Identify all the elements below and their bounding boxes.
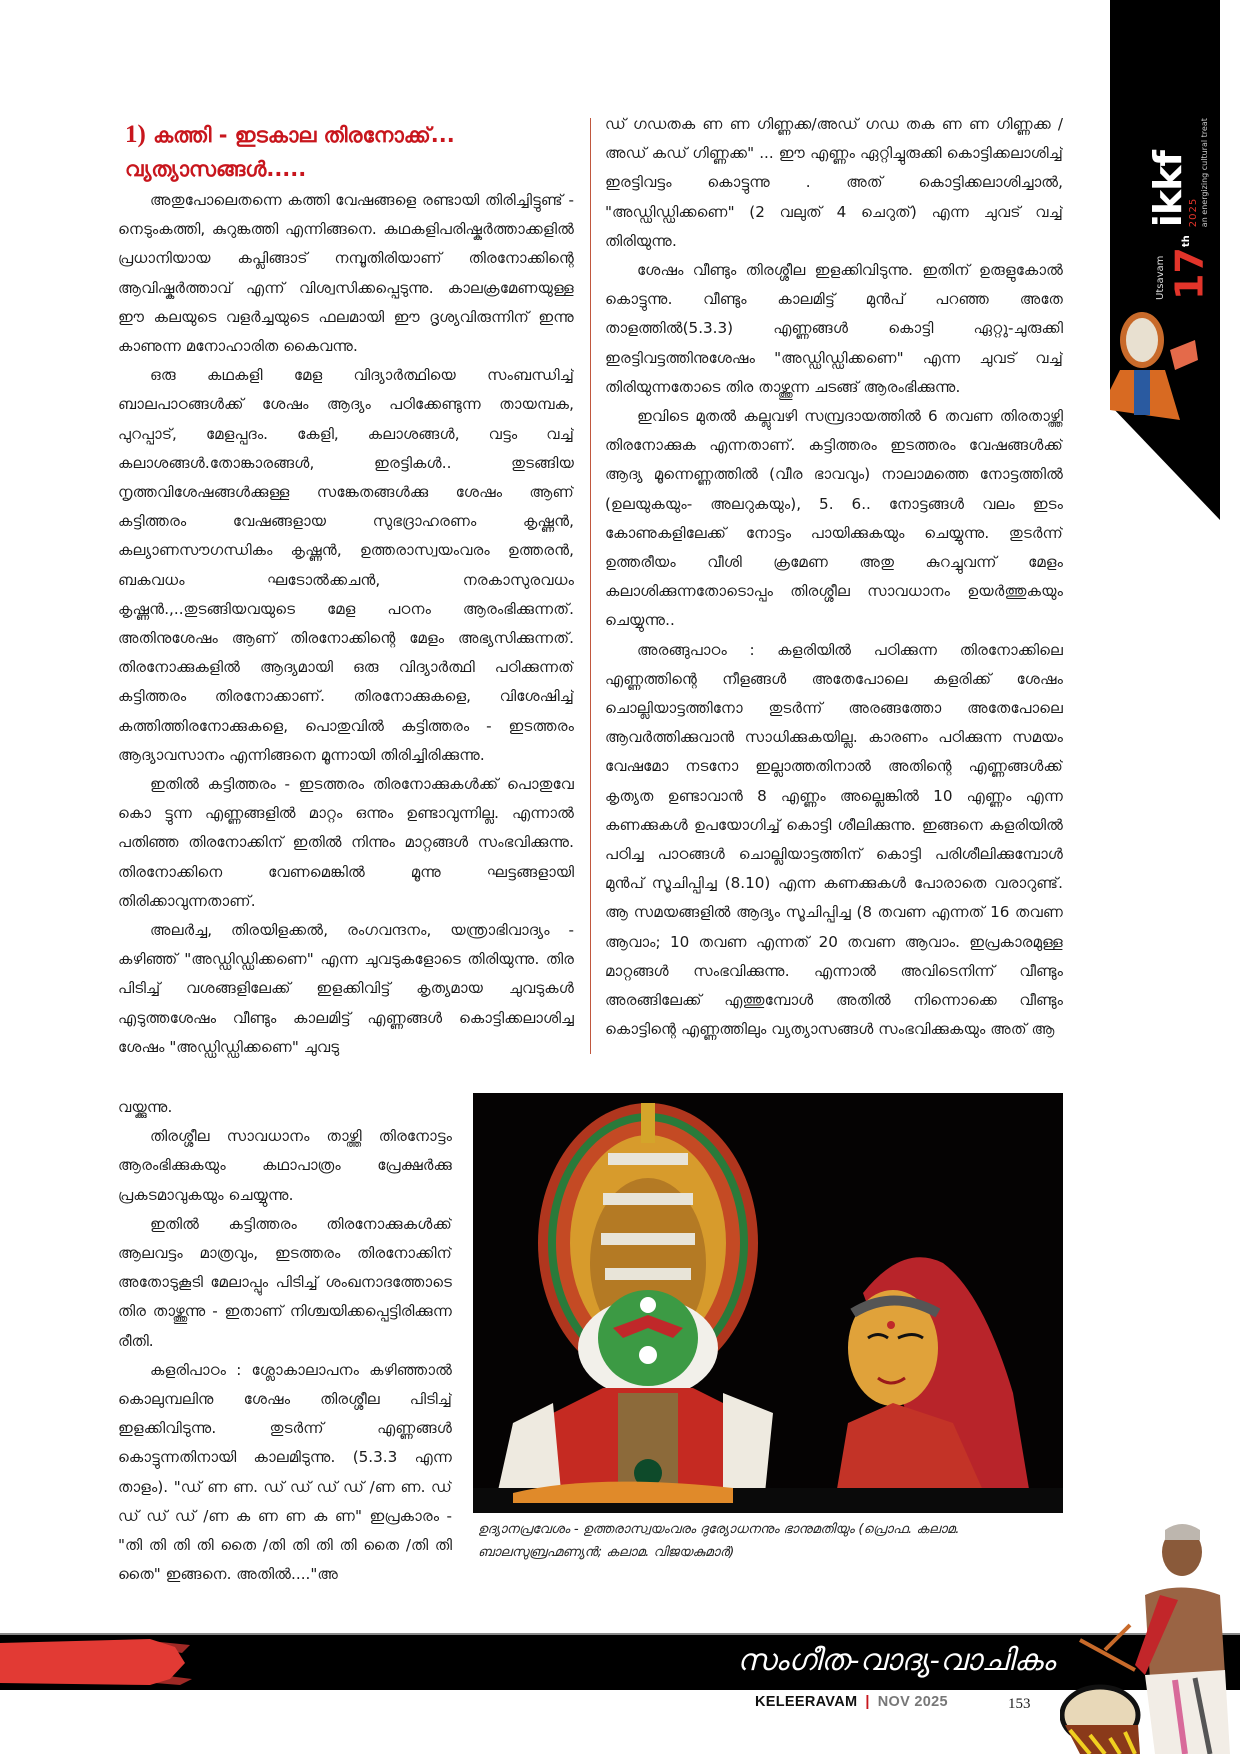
banner-text-strip <box>1120 10 1210 300</box>
drummer-photo <box>1060 1500 1240 1754</box>
page-number: 153 <box>1008 1696 1031 1712</box>
logo-text: ikkf <box>1146 151 1190 228</box>
paragraph: ഡ് ഗഡതക ണ ണ ഗിണ്ണക്ക/അഡ് ഗഡ തക ണ ണ ഗിണ്ണക്ക / അഡ് കഡ് ഗിണ്ണക്ക" ... ഈ എണ്ണം ഏറ്റിച്ചുരുക്കി കൊട്ടിക്കലാശിച്ച് ഇരട്ടിവട്ടം കൊട്ടുന്നു . അത് കൊട്ടിക്കലാശിച്ചാൽ, "അഡ്ഡിഡ്ഡിക്കണെ" (2 വലുത് 4 ചെറുത്) എന്ന ചുവട് വച്ച് തിരിയുന്നു. <box>605 115 1063 250</box>
edition-suffix: th <box>1181 235 1193 248</box>
left-column-lower <box>118 1093 452 1613</box>
red-brushstroke <box>0 1635 200 1690</box>
right-column <box>605 110 1063 1080</box>
left-column <box>118 186 574 1063</box>
footer-separator: | <box>865 1694 870 1710</box>
paragraph: ഒരു കഥകളി മേള വിദ്യാർത്ഥിയെ സംബന്ധിച്ച് ബാലപാഠങ്ങൾക്ക് ശേഷം ആദ്യം പഠിക്കേണ്ടുന്ന തായമ്പക, പുറപ്പാട്, മേളപ്പദം. കേളി, കലാശങ്ങൾ, വട്ടം വച്ച് കലാശങ്ങൾ.തോങ്കാരങ്ങൾ, ഇരട്ടികൾ.. തുടങ്ങിയ നൃത്തവിശേഷങ്ങൾക്കുള്ള സങ്കേതങ്ങൾക്കു ശേഷം ആണ് കട്ടിത്തരം വേഷങ്ങളായ സുഭദ്രാഹരണം കൃഷ്ണൻ, കല്യാണസൗഗന്ധികം കൃഷ്ണൻ, ഉത്തരാസ്വയംവരം ഉത്തരൻ, ബകവധം ഘടോൽക്കചൻ, നരകാസുരവധം കൃഷ്ണൻ.,..തുടങ്ങിയവയുടെ മേള പഠനം ആരംഭിക്കുന്നത്. അതിനുശേഷം ആണ് തിരനോക്കിന്റെ മേളം അഭ്യസിക്കുന്നത്. തിരനോക്കുകളിൽ ആദ്യമായി ഒരു വിദ്യാർത്ഥി പഠിക്കുന്നത് കട്ടിത്തരം തിരനോക്കാണ്. തിരനോക്കുകളെ, വിശേഷിച്ച് കത്തിത്തിരനോക്കുകളെ, പൊതുവിൽ കട്ടിത്തരം - ഇടത്തരം ആദ്യാവസാനം എന്നിങ്ങനെ മൂന്നായി തിരിച്ചിരിക്കുന്നു. <box>118 366 574 764</box>
banner-edition <box>1167 235 1210 300</box>
paragraph: തിരശ്ശീല സാവധാനം താഴ്ത്തി തിരനോട്ടം ആരംഭിക്കുകയും കഥാപാത്രം പ്രേക്ഷർക്കു പ്രകടമാവുകയും ചെയ്യുന്നു. <box>118 1127 452 1204</box>
banner-edition-lane <box>1155 235 1210 300</box>
paragraph: അരങ്ങുപാഠം : കളരിയിൽ പഠിക്കുന്ന തിരനോക്കിലെ എണ്ണത്തിന്റെ നീളങ്ങൾ അതേപോലെ കളരിക്ക് ശേഷം ചൊല്ലിയാട്ടത്തിനോ തുടർന്ന് അരങ്ങത്തോ അതേപോലെ ആവർത്തിക്കുവാൻ സാധിക്കുകയില്ല. കാരണം പഠിക്കുന്ന സമയം വേഷമോ നടനോ ഇല്ലാത്തതിനാൽ അതിന്റെ എണ്ണങ്ങൾക്ക് കൃത്യത ഉണ്ടാവാൻ 8 എണ്ണം അല്ലെങ്കിൽ 10 എണ്ണം എന്ന കണക്കുകൾ ഉപയോഗിച്ച് കൊട്ടി ശീലിക്കുന്നു. ഇങ്ങനെ കളരിയിൽ പഠിച്ച പാഠങ്ങൾ ചൊല്ലിയാട്ടത്തിന് കൊട്ടി പരിശീലിക്കുമ്പോൾ മുൻപ് സൂചിപ്പിച്ച (8.10) എന്ന കണക്കുകൾ പോരാതെ വരാറുണ്ട്. ആ സമയങ്ങളിൽ ആദ്യം സൂചിപ്പിച്ച (8 തവണ എന്നത് 16 തവണ ആവാം; 10 തവണ എന്നത് 20 തവണ ആവാം. ഇപ്രകാരമുള്ള മാറ്റങ്ങൾ സംഭവിക്കുന്നു. എന്നാൽ അവിടെനിന്ന് വീണ്ടും അരങ്ങിലേക്ക് എത്തുമ്പോൾ അതിൽ നിന്നൊക്കെ വീണ്ടും കൊട്ടിന്റെ എണ്ണത്തിലും വ്യത്യാസങ്ങൾ സംഭവിക്കുകയും അത് ആ <box>605 640 1063 1039</box>
magazine-info <box>755 1694 948 1710</box>
banner-year-text: 2025 <box>1188 197 1199 228</box>
festival-banner <box>1110 0 1220 520</box>
kathakali-photo <box>473 1093 1063 1513</box>
heading-line-2: വ്യത്യാസങ്ങൾ..... <box>125 157 307 181</box>
kathakali-illustration <box>473 1093 1063 1513</box>
photo-caption: ഉദ്യാനപ്രവേശം - ഉത്തരാസ്വയംവരം ദുര്യോധനനും ഭാനുമതിയും (പ്രൊഫ. കലാമ. ബാലസുബ്രഹ്മണ്യൻ; കലാമ. വിജയകുമാർ) <box>478 1522 960 1560</box>
paragraph: ഇതിൽ കട്ടിത്തരം തിരനോക്കുകൾക്ക് ആലവട്ടം മാത്രവും, ഇടത്തരം തിരനോക്കിന് അതോടുകൂടി മേലാപ്പും പിടിച്ച് ശംഖനാദത്തോടെ തിര താഴ്ത്തുന്നു - ഇതാണ് നിശ്ചയിക്കപ്പെട്ടിരിക്കുന്ന രീതി. <box>118 1214 452 1350</box>
article-heading <box>125 118 575 186</box>
heading-number: 1) <box>125 121 146 148</box>
paragraph: ഇതിൽ കട്ടിത്തരം - ഇടത്തരം തിരനോക്കുകൾക്ക് പൊതുവേ കൊ ട്ടുന്ന എണ്ണങ്ങളിൽ മാറ്റം ഒന്നും ഉണ്ടാവുന്നില്ല. എന്നാൽ പതിഞ്ഞ തിരനോക്കിന് ഇതിൽ നിന്നും മാറ്റങ്ങൾ സംഭവിക്കുന്നു. തിരനോക്കിനെ വേണമെങ്കിൽ മൂന്നു ഘട്ടങ്ങളായി തിരിക്കാവുന്നതാണ്. <box>118 775 574 910</box>
festival-word: Utsavam <box>1155 255 1167 300</box>
edition-number: 17 <box>1168 247 1212 300</box>
chenda-drummer-illustration <box>1060 1500 1240 1754</box>
heading-line-1: കത്തി - ഇടകാല തിരനോക്ക്... <box>153 123 455 147</box>
paragraph: ഇവിടെ മുതൽ കല്ലുവഴി സമ്പ്രദായത്തിൽ 6 തവണ തിരതാഴ്ത്തി തിരനോക്കുക എന്നതാണ്. കട്ടിത്തരം ഇടത്തരം വേഷങ്ങൾക്ക് ആദ്യ മൂന്നെണ്ണത്തിൽ (വീര ഭാവവും) നാലാമത്തെ നോട്ടത്തിൽ (ഉലയുകയും- അലറുകയും), 5. 6.. നോട്ടങ്ങൾ വലം ഇടം കോണുകളിലേക്ക് നോട്ടം പായിക്കുകയും ചെയ്യുന്നു. തുടർന്ന് ഉത്തരീയം വീശി ക്രമേണ അതു കുറച്ചുവന്ന് മേളം കലാശിക്കുന്നതോടൊപ്പം തിരശ്ശീല സാവധാനം ഉയർത്തുകയും ചെയ്യുന്നു.. <box>605 407 1063 630</box>
paragraph: അലർച്ച, തിരയിളക്കൽ, രംഗവന്ദനം, യന്ത്രാഭിവാദ്യം - കഴിഞ്ഞ് "അഡ്ഡിഡ്ഡിക്കണെ" എന്ന ചുവടുകളോടെ തിരിയുന്നു. തിര പിടിച്ച് വശങ്ങളിലേക്ക് ഇളക്കിവിട്ട് കൃത്യമായ ചുവടുകൾ എടുത്തശേഷം വീണ്ടും കാലമിട്ട് എണ്ണങ്ങൾ കൊട്ടിക്കലാശിച്ച ശേഷം "അഡ്ഡിഡ്ഡിക്കണെ" ചുവടു <box>118 921 574 1056</box>
tagline-text: an energizing cultural treat <box>1200 118 1209 228</box>
banner-logo-lane <box>1148 118 1210 227</box>
paragraph: കളരിപാഠം : ശ്ലോകാലാപനം കഴിഞ്ഞാൽ കൊലുമ്പലിനു ശേഷം തിരശ്ശീല പിടിച്ച് ഇളക്കിവിടുന്നു. തുടർന്ന് എണ്ണങ്ങൾ കൊട്ടുന്നതിനായി കാലമിടുന്നു. (5.3.3 എന്ന താളം). "ഡ് ണ ണ. ഡ് ഡ് ഡ് ഡ് /ണ ണ. ഡ് ഡ് ഡ് ഡ് /ണ ക ണ ണ ക ണ" ഇപ്രകാരം - "തി തി തി തി തൈ /തി തി തി തി തൈ /തി തി തൈ" ഇങ്ങനെ. അതിൽ...."അ <box>118 1360 452 1584</box>
issue-date: NOV 2025 <box>877 1694 948 1710</box>
paragraph: വയ്ക്കുന്നു. <box>118 1098 173 1116</box>
section-title: സംഗീത-വാദ്യ-വാചികം <box>737 1643 1055 1678</box>
paragraph: ശേഷം വീണ്ടും തിരശ്ശീല ഇളക്കിവിടുന്നു. ഇതിന് ഉരുളുകോൽ കൊട്ടുന്നു. വീണ്ടും കാലമിട്ട് മുൻപ് പറഞ്ഞ അതേ താളത്തിൽ(5.3.3) എണ്ണങ്ങൾ കൊട്ടി ഏറ്റു-ചുരുക്കി ഇരട്ടിവട്ടത്തിനുശേഷം "അഡ്ഡിഡ്ഡിക്കണെ" എന്ന ചുവട് വച്ച് തിരിയുന്നതോടെ തിര താഴ്ത്തുന്ന ചടങ്ങ് ആരംഭിക്കുന്നു. <box>605 261 1063 396</box>
column-divider <box>590 118 591 1054</box>
paragraph: അതുപോലെതന്നെ കത്തി വേഷങ്ങളെ രണ്ടായി തിരിച്ചിട്ടുണ്ട് - നെടുംകത്തി, കുറുങ്കത്തി എന്നിങ്ങനെ. കഥകളിപരിഷ്കർത്താക്കളിൽ പ്രധാനിയായ കപ്ലിങ്ങാട് നമ്പൂതിരിയാണ് തിരനോക്കിന്റെ ആവിഷ്കർത്താവ് എന്ന് വിശ്വസിക്കപ്പെടുന്നു. കാലക്രമേണയുള്ള ഈ കലയുടെ വളർച്ചയുടെ ഫലമായി ഈ ദൃശ്യവിരുന്നിന് ഇന്നു കാണുന്ന മനോഹാരിത കൈവന്നു. <box>118 191 574 356</box>
magazine-name: KELEERAVAM <box>755 1694 858 1710</box>
